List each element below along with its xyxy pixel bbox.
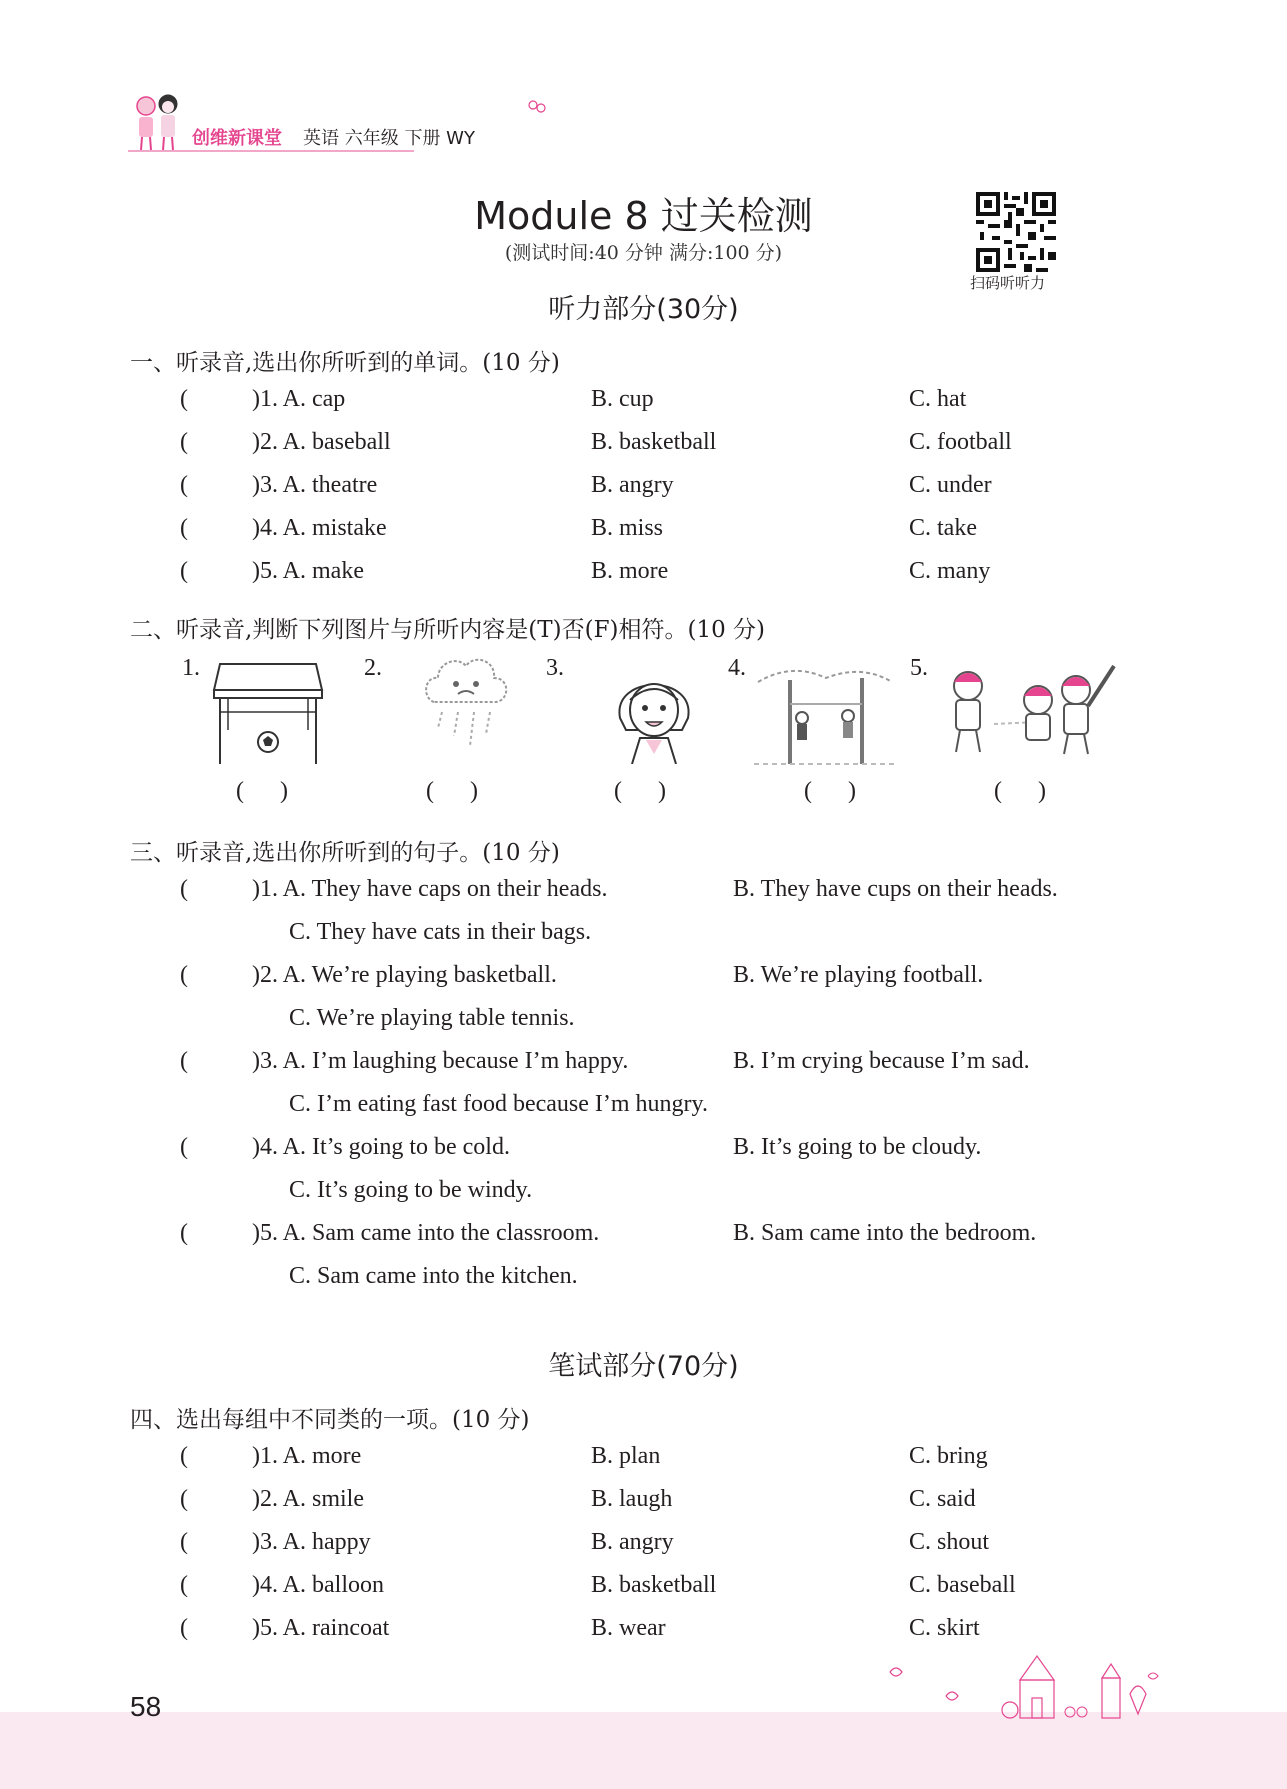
option-a: )3. A. I’m laughing because I’m happy.	[252, 1048, 629, 1074]
kids-logo-icon	[128, 90, 188, 152]
answer-blank[interactable]: ( )	[236, 778, 288, 804]
picture-number: 2.	[364, 655, 382, 681]
book-meta: 英语 六年级 下册 WY	[303, 128, 475, 149]
header-divider	[128, 150, 414, 152]
option-b: B. plan	[591, 1443, 661, 1469]
option-c: C. said	[909, 1486, 976, 1512]
answer-blank[interactable]: (	[180, 1615, 188, 1641]
option-c: C. They have cats in their bags.	[289, 919, 592, 945]
answer-blank[interactable]: (	[180, 1134, 188, 1160]
answer-blank[interactable]: (	[180, 1220, 188, 1246]
castle-decoration-icon	[880, 1650, 1170, 1720]
answer-blank[interactable]: (	[180, 1529, 188, 1555]
answer-blank[interactable]: ( )	[994, 778, 1046, 804]
qr-code-icon[interactable]	[976, 192, 1056, 272]
option-a: )2. A. baseball	[252, 429, 391, 455]
answer-blank[interactable]: (	[180, 1486, 188, 1512]
q3-heading: 三、听录音,选出你所听到的句子。(10 分)	[130, 840, 560, 866]
page-number: 58	[130, 1691, 162, 1722]
option-a: )1. A. cap	[252, 386, 346, 412]
option-a: )5. A. Sam came into the classroom.	[252, 1220, 600, 1246]
option-b: B. basketball	[591, 429, 717, 455]
q4-heading: 四、选出每组中不同类的一项。(10 分)	[130, 1407, 530, 1433]
answer-blank[interactable]: (	[180, 876, 188, 902]
option-b: B. basketball	[591, 1572, 717, 1598]
test-info: (测试时间:40 分钟 满分:100 分)	[504, 242, 783, 264]
option-a: )1. A. more	[252, 1443, 362, 1469]
qr-label: 扫码听听力	[970, 274, 1046, 292]
answer-blank[interactable]: ( )	[614, 778, 666, 804]
answer-blank[interactable]: (	[180, 1572, 188, 1598]
option-c: C. under	[909, 472, 992, 498]
answer-blank[interactable]: ( )	[804, 778, 856, 804]
option-b: B. miss	[591, 515, 664, 541]
option-a: )2. A. smile	[252, 1486, 364, 1512]
option-a: )4. A. It’s going to be cold.	[252, 1134, 510, 1160]
brand-label: 创维新课堂	[192, 128, 282, 149]
answer-blank[interactable]: (	[180, 429, 188, 455]
option-c: C. I’m eating fast food because I’m hungry.	[289, 1091, 708, 1117]
option-c: C. Sam came into the kitchen.	[289, 1263, 578, 1289]
option-c: C. take	[909, 515, 977, 541]
option-b: B. Sam came into the bedroom.	[733, 1220, 1037, 1246]
answer-blank[interactable]: (	[180, 962, 188, 988]
answer-blank[interactable]: ( )	[426, 778, 478, 804]
footer-band	[0, 1712, 1287, 1789]
option-c: C. We’re playing table tennis.	[289, 1005, 575, 1031]
option-a: )4. A. mistake	[252, 515, 387, 541]
option-a: )5. A. raincoat	[252, 1615, 390, 1641]
picture-number: 1.	[182, 655, 200, 681]
picture-number: 5.	[910, 655, 928, 681]
answer-blank[interactable]: (	[180, 515, 188, 541]
option-b: B. wear	[591, 1615, 666, 1641]
table-ball-picture	[212, 660, 326, 768]
option-b: B. cup	[591, 386, 654, 412]
option-b: B. They have cups on their heads.	[733, 876, 1058, 902]
option-b: B. more	[591, 558, 669, 584]
option-b: B. I’m crying because I’m sad.	[733, 1048, 1030, 1074]
q1-heading: 一、听录音,选出你所听到的单词。(10 分)	[130, 350, 560, 376]
option-a: )3. A. happy	[252, 1529, 371, 1555]
option-b: B. It’s going to be cloudy.	[733, 1134, 982, 1160]
flower-icon	[526, 98, 548, 116]
option-c: C. shout	[909, 1529, 990, 1555]
answer-blank[interactable]: (	[180, 386, 188, 412]
option-a: )3. A. theatre	[252, 472, 378, 498]
writing-section-title: 笔试部分(70分)	[548, 1351, 739, 1382]
answer-blank[interactable]: (	[180, 1443, 188, 1469]
option-a: )4. A. balloon	[252, 1572, 384, 1598]
listening-section-title: 听力部分(30分)	[548, 294, 739, 325]
option-a: )1. A. They have caps on their heads.	[252, 876, 608, 902]
park-scene-picture	[752, 660, 896, 768]
option-c: C. many	[909, 558, 991, 584]
picture-number: 4.	[728, 655, 746, 681]
option-c: C. It’s going to be windy.	[289, 1177, 533, 1203]
page-title: Module 8 过关检测	[474, 194, 813, 238]
option-c: C. football	[909, 429, 1012, 455]
option-a: )2. A. We’re playing basketball.	[252, 962, 557, 988]
option-b: B. angry	[591, 472, 674, 498]
option-b: B. laugh	[591, 1486, 673, 1512]
option-c: C. baseball	[909, 1572, 1016, 1598]
option-b: B. We’re playing football.	[733, 962, 984, 988]
option-c: C. hat	[909, 386, 967, 412]
smiling-girl-picture	[612, 660, 696, 764]
crying-cloud-picture	[420, 650, 512, 768]
q2-heading: 二、听录音,判断下列图片与所听内容是(T)否(F)相符。(10 分)	[130, 617, 766, 643]
picture-number: 3.	[546, 655, 564, 681]
option-b: B. angry	[591, 1529, 674, 1555]
children-baseball-picture	[942, 656, 1118, 760]
option-c: C. bring	[909, 1443, 988, 1469]
answer-blank[interactable]: (	[180, 558, 188, 584]
option-a: )5. A. make	[252, 558, 364, 584]
answer-blank[interactable]: (	[180, 472, 188, 498]
answer-blank[interactable]: (	[180, 1048, 188, 1074]
option-c: C. skirt	[909, 1615, 980, 1641]
